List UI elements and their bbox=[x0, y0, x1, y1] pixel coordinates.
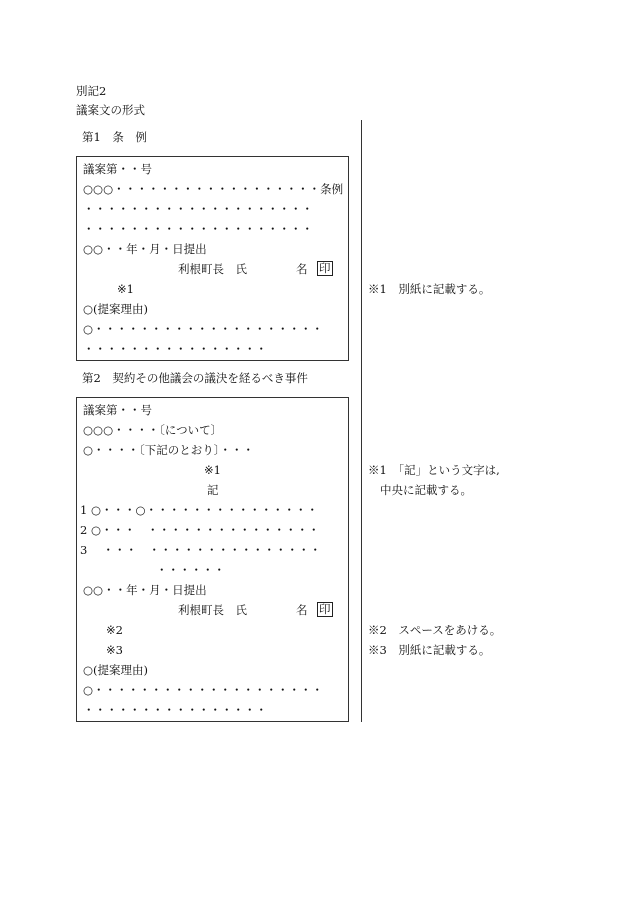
note-mark-3: ※3 bbox=[106, 643, 123, 657]
reason-dotted-line: ○・・・・・・・・・・・・・・・・・・・・ bbox=[83, 322, 324, 336]
bill-number-line: 議案第・・号 bbox=[83, 162, 152, 176]
reason-dotted-line: ・・・・・・・・・・・・・・・・ bbox=[83, 703, 267, 717]
reason-heading: ○(提案理由) bbox=[83, 302, 149, 316]
seal-stamp-text: 印 bbox=[319, 261, 331, 275]
note-mark-1: ※1 bbox=[204, 463, 221, 477]
seal-stamp bbox=[317, 261, 333, 276]
item-2: 2 ○・・・ ・・・・・・・・・・・・・・・ bbox=[80, 523, 320, 537]
reason-dotted-line: ・・・・・・・・・・・・・・・・ bbox=[83, 342, 267, 356]
section2-note-3: ※3 別紙に記載する。 bbox=[368, 643, 491, 657]
mayor-title: 利根町長 氏 bbox=[178, 603, 247, 617]
seal-stamp bbox=[317, 602, 333, 617]
section2-note-2: ※2 スペースをあける。 bbox=[368, 623, 502, 637]
ordinance-title-line: ○○○・・・・・・・・・・・・・・・・・・条例 bbox=[83, 182, 344, 196]
reason-heading: ○(提案理由) bbox=[83, 663, 149, 677]
submission-date-line: ○○・・年・月・日提出 bbox=[83, 242, 207, 256]
bill-number-line: 議案第・・号 bbox=[83, 403, 152, 417]
column-divider bbox=[361, 120, 362, 722]
item-3-continuation: ・・・・・・ bbox=[156, 563, 225, 577]
mayor-name-label: 名 bbox=[296, 603, 308, 617]
note-mark-2: ※2 bbox=[106, 623, 123, 637]
subject-line-2: ○・・・・〔下記のとおり〕・・・ bbox=[83, 443, 255, 457]
item-1: 1 ○・・・○・・・・・・・・・・・・・・・ bbox=[80, 503, 319, 517]
dotted-line: ・・・・・・・・・・・・・・・・・・・・ bbox=[83, 222, 313, 236]
mayor-title: 利根町長 氏 bbox=[178, 262, 247, 276]
section2-note-1: ※1 「記」という文字は, bbox=[368, 463, 500, 477]
page-title: 議案文の形式 bbox=[76, 103, 145, 117]
ki-heading: 記 bbox=[207, 483, 219, 497]
dotted-line: ・・・・・・・・・・・・・・・・・・・・ bbox=[83, 202, 313, 216]
appendix-ref: 別記2 bbox=[76, 84, 107, 98]
item-3: 3 ・・・ ・・・・・・・・・・・・・・・ bbox=[80, 543, 321, 557]
reason-dotted-line: ○・・・・・・・・・・・・・・・・・・・・ bbox=[83, 683, 324, 697]
section2-heading: 第2 契約その他議会の議決を経るべき事件 bbox=[82, 371, 308, 385]
section1-heading: 第1 条 例 bbox=[82, 130, 147, 144]
mayor-name-label: 名 bbox=[296, 262, 308, 276]
subject-line: ○○○・・・・〔について〕 bbox=[83, 423, 223, 437]
section1-note: ※1 別紙に記載する。 bbox=[368, 282, 491, 296]
note-mark-1: ※1 bbox=[117, 282, 134, 296]
seal-stamp-text: 印 bbox=[319, 602, 331, 616]
section2-note-1-cont: 中央に記載する。 bbox=[380, 483, 472, 497]
submission-date-line: ○○・・年・月・日提出 bbox=[83, 583, 207, 597]
